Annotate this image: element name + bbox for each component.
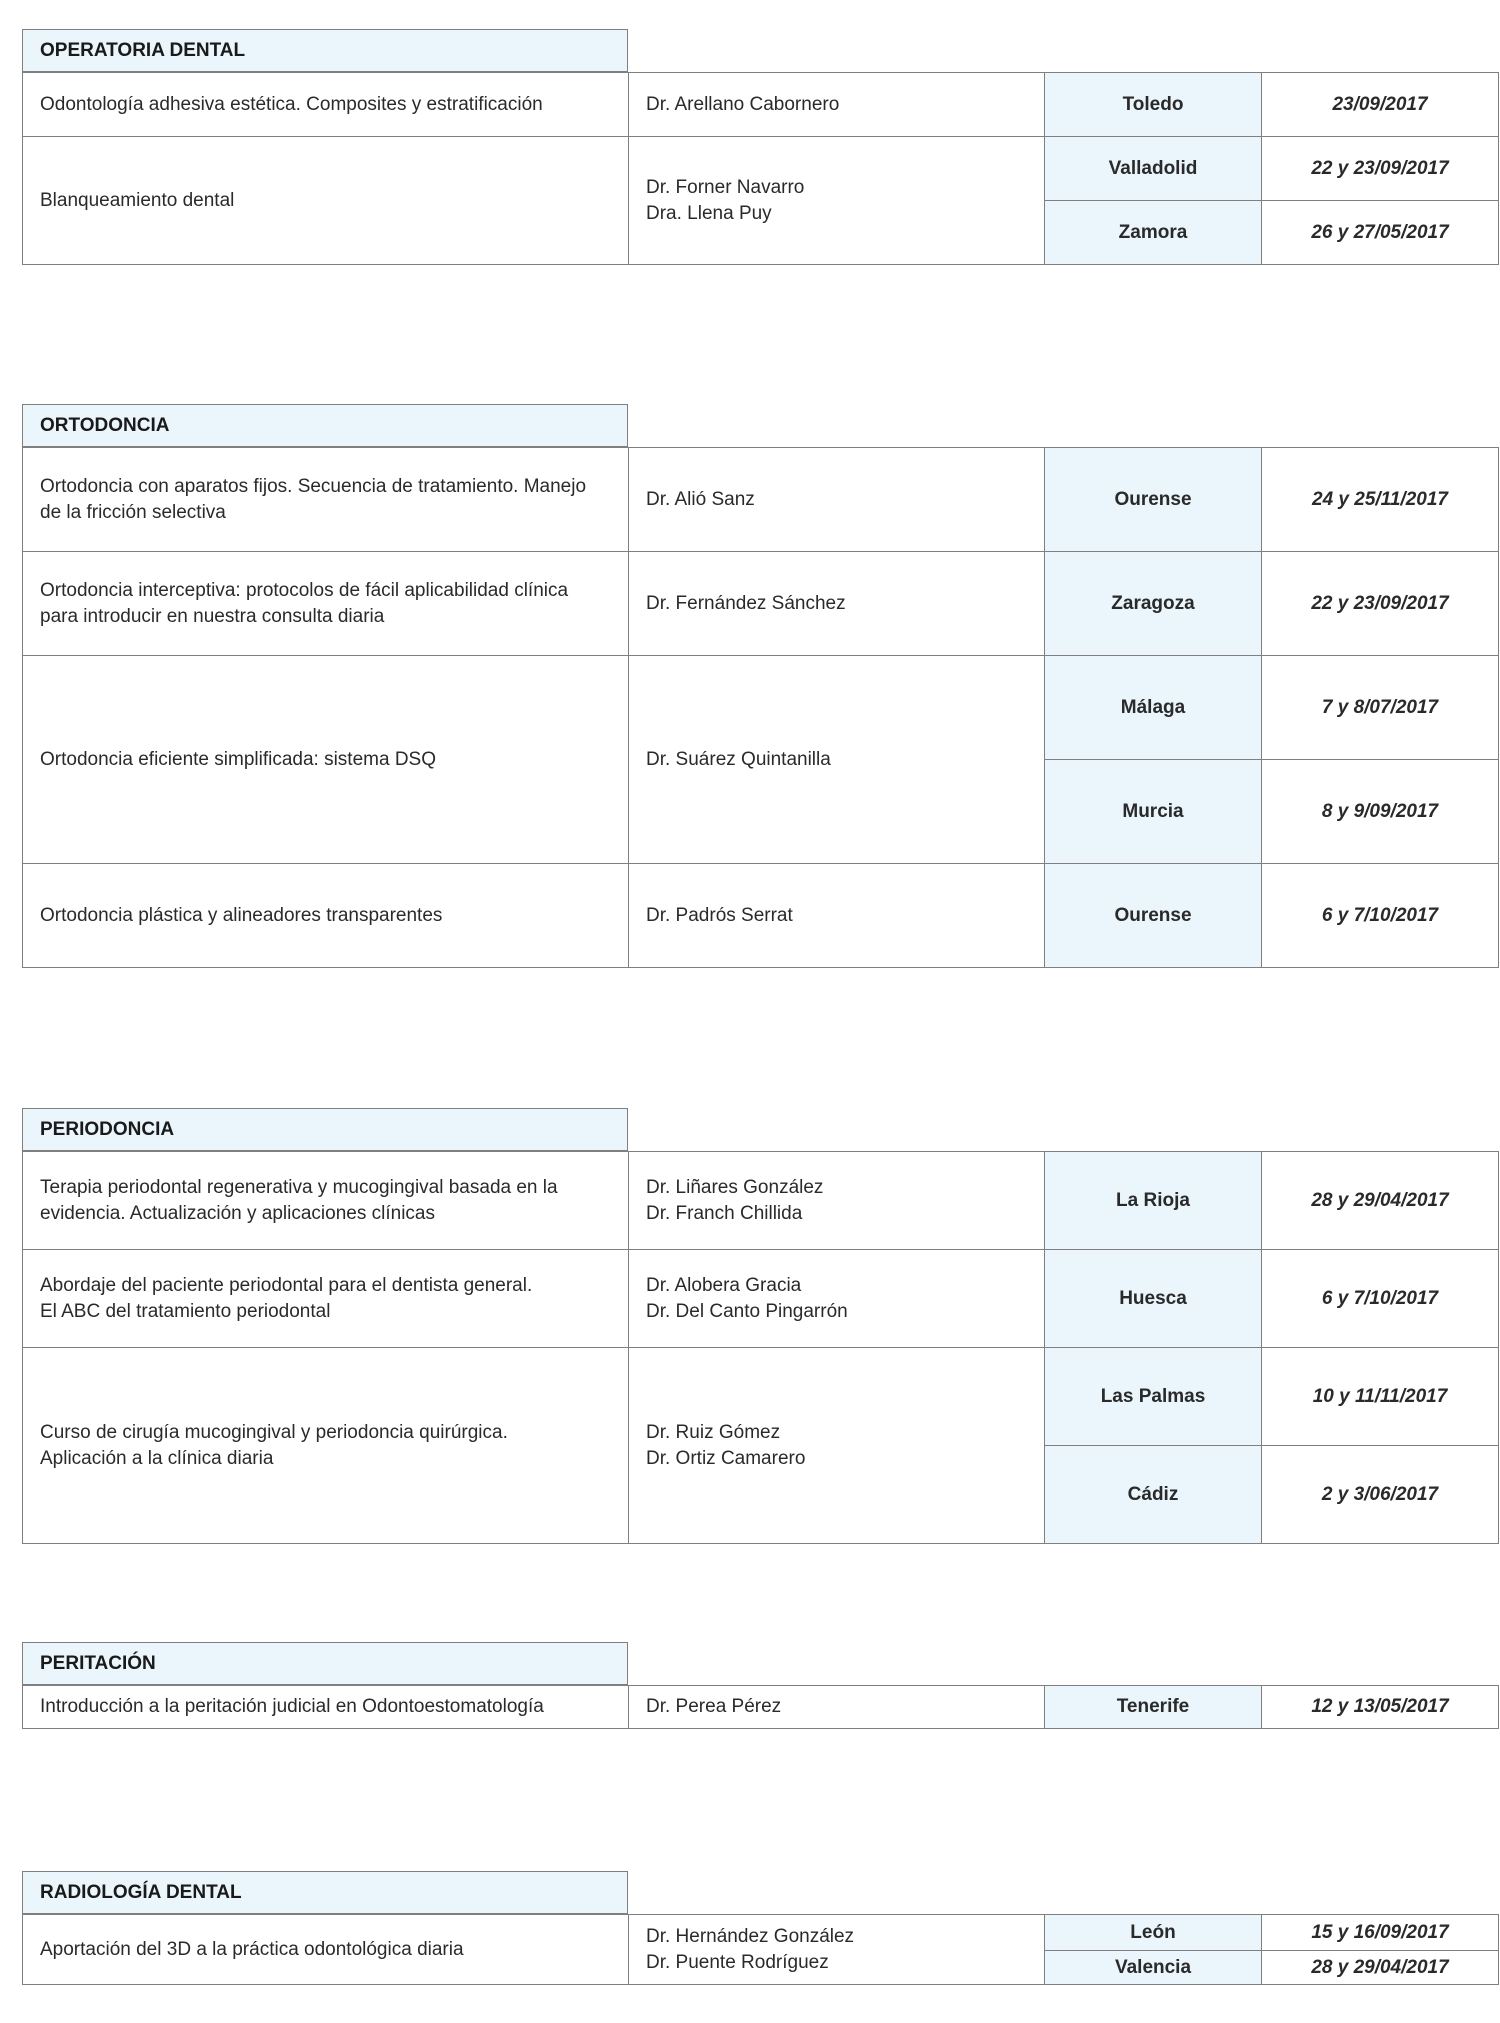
section-header-ortodoncia: ORTODONCIA bbox=[22, 404, 628, 447]
course-date: 10 y 11/11/2017 bbox=[1262, 1348, 1499, 1446]
instructor-name: Dr. Fernández Sánchez bbox=[646, 592, 846, 614]
course-title bbox=[23, 656, 629, 864]
course-city: León bbox=[1045, 1915, 1262, 1951]
course-row bbox=[23, 552, 1499, 656]
course-title bbox=[23, 137, 629, 265]
course-title bbox=[23, 1348, 629, 1544]
course-title-line: Aplicación a la clínica diaria bbox=[40, 1447, 274, 1469]
course-title bbox=[23, 864, 629, 968]
course-row bbox=[23, 1915, 1499, 1951]
course-date: 26 y 27/05/2017 bbox=[1262, 201, 1499, 265]
course-city: Tenerife bbox=[1045, 1686, 1262, 1729]
course-title-line: Aportación del 3D a la práctica odontológica diaria bbox=[40, 1938, 464, 1960]
instructor-name: Dr. Arellano Cabornero bbox=[646, 93, 840, 115]
course-title-line: El ABC del tratamiento periodontal bbox=[40, 1300, 331, 1322]
course-date: 6 y 7/10/2017 bbox=[1262, 1250, 1499, 1348]
course-title-line: Curso de cirugía mucogingival y periodoncia quirúrgica. bbox=[40, 1421, 508, 1443]
instructor-name: Dr. Liñares González bbox=[646, 1176, 824, 1198]
course-date: 8 y 9/09/2017 bbox=[1262, 760, 1499, 864]
course-date: 24 y 25/11/2017 bbox=[1262, 448, 1499, 552]
course-title-line: Terapia periodontal regenerativa y mucogingival basada en la bbox=[40, 1176, 558, 1198]
course-title-line: Odontología adhesiva estética. Composites y estratificación bbox=[40, 93, 543, 115]
course-title-line: Ortodoncia eficiente simplificada: sistema DSQ bbox=[40, 748, 436, 770]
course-instructors bbox=[629, 448, 1045, 552]
course-city: Toledo bbox=[1045, 73, 1262, 137]
course-row bbox=[23, 137, 1499, 201]
course-title bbox=[23, 1915, 629, 1985]
course-city: Huesca bbox=[1045, 1250, 1262, 1348]
course-date: 12 y 13/05/2017 bbox=[1262, 1686, 1499, 1729]
course-city: Ourense bbox=[1045, 864, 1262, 968]
course-city: Murcia bbox=[1045, 760, 1262, 864]
course-date: 7 y 8/07/2017 bbox=[1262, 656, 1499, 760]
course-title-line: de la fricción selectiva bbox=[40, 501, 226, 523]
course-row bbox=[23, 1686, 1499, 1729]
course-title-line: Blanqueamiento dental bbox=[40, 189, 235, 211]
course-date: 6 y 7/10/2017 bbox=[1262, 864, 1499, 968]
course-instructors bbox=[629, 1250, 1045, 1348]
course-city: Málaga bbox=[1045, 656, 1262, 760]
course-table-periodoncia bbox=[22, 1151, 1499, 1544]
instructor-name: Dr. Ortiz Camarero bbox=[646, 1447, 806, 1469]
course-row bbox=[23, 656, 1499, 760]
course-instructors bbox=[629, 864, 1045, 968]
course-title bbox=[23, 1152, 629, 1250]
course-table-ortodoncia bbox=[22, 447, 1499, 968]
course-city: Valladolid bbox=[1045, 137, 1262, 201]
course-row bbox=[23, 864, 1499, 968]
course-date: 28 y 29/04/2017 bbox=[1262, 1152, 1499, 1250]
instructor-name: Dr. Padrós Serrat bbox=[646, 904, 793, 926]
course-instructors bbox=[629, 1348, 1045, 1544]
course-date: 22 y 23/09/2017 bbox=[1262, 137, 1499, 201]
course-city: Cádiz bbox=[1045, 1446, 1262, 1544]
instructor-name: Dr. Forner Navarro bbox=[646, 176, 805, 198]
course-instructors bbox=[629, 552, 1045, 656]
course-title bbox=[23, 1250, 629, 1348]
section-header-operatoria-dental: OPERATORIA DENTAL bbox=[22, 29, 628, 72]
instructor-name: Dra. Llena Puy bbox=[646, 202, 772, 224]
course-title-line: Introducción a la peritación judicial en Odontoestomatología bbox=[40, 1696, 544, 1717]
instructor-name: Dr. Hernández González bbox=[646, 1925, 855, 1947]
course-row bbox=[23, 1348, 1499, 1446]
course-row bbox=[23, 1250, 1499, 1348]
course-title-line: Abordaje del paciente periodontal para el dentista general. bbox=[40, 1274, 533, 1296]
course-title-line: evidencia. Actualización y aplicaciones clínicas bbox=[40, 1202, 435, 1224]
course-table-operatoria-dental bbox=[22, 72, 1499, 265]
instructor-name: Dr. Puente Rodríguez bbox=[646, 1951, 829, 1973]
course-date: 2 y 3/06/2017 bbox=[1262, 1446, 1499, 1544]
course-title-line: Ortodoncia con aparatos fijos. Secuencia de tratamiento. Manejo bbox=[40, 475, 587, 497]
instructor-name: Dr. Alió Sanz bbox=[646, 488, 755, 510]
instructor-name: Dr. Ruiz Gómez bbox=[646, 1421, 781, 1443]
course-table-radiologia-dental bbox=[22, 1914, 1499, 1985]
course-instructors bbox=[629, 1152, 1045, 1250]
instructor-name: Dr. Franch Chillida bbox=[646, 1202, 803, 1224]
course-title-line: Ortodoncia plástica y alineadores transparentes bbox=[40, 904, 443, 926]
course-title bbox=[23, 552, 629, 656]
course-city: Zaragoza bbox=[1045, 552, 1262, 656]
course-date: 22 y 23/09/2017 bbox=[1262, 552, 1499, 656]
course-row bbox=[23, 1152, 1499, 1250]
instructor-name: Dr. Alobera Gracia bbox=[646, 1274, 802, 1296]
course-title-line: para introducir en nuestra consulta diaria bbox=[40, 605, 385, 627]
course-date: 23/09/2017 bbox=[1262, 73, 1499, 137]
course-row bbox=[23, 73, 1499, 137]
instructor-name: Dr. Suárez Quintanilla bbox=[646, 748, 831, 770]
course-city: Zamora bbox=[1045, 201, 1262, 265]
course-instructors bbox=[629, 1915, 1045, 1985]
instructor-name: Dr. Perea Pérez bbox=[646, 1696, 782, 1717]
section-header-radiologia-dental: RADIOLOGÍA DENTAL bbox=[22, 1871, 628, 1914]
course-title-line: Ortodoncia interceptiva: protocolos de fácil aplicabilidad clínica bbox=[40, 579, 569, 601]
course-city: Ourense bbox=[1045, 448, 1262, 552]
course-instructors bbox=[629, 137, 1045, 265]
course-instructors bbox=[629, 1686, 1045, 1729]
course-table-peritacion bbox=[22, 1685, 1499, 1729]
course-title bbox=[23, 448, 629, 552]
course-instructors bbox=[629, 73, 1045, 137]
instructor-name: Dr. Del Canto Pingarrón bbox=[646, 1300, 848, 1322]
section-header-periodoncia: PERIODONCIA bbox=[22, 1108, 628, 1151]
course-date: 28 y 29/04/2017 bbox=[1262, 1951, 1499, 1985]
course-row bbox=[23, 448, 1499, 552]
course-city: Las Palmas bbox=[1045, 1348, 1262, 1446]
course-instructors bbox=[629, 656, 1045, 864]
course-title bbox=[23, 73, 629, 137]
course-city: La Rioja bbox=[1045, 1152, 1262, 1250]
course-title bbox=[23, 1686, 629, 1729]
section-header-peritacion: PERITACIÓN bbox=[22, 1642, 628, 1685]
course-city: Valencia bbox=[1045, 1951, 1262, 1985]
course-date: 15 y 16/09/2017 bbox=[1262, 1915, 1499, 1951]
